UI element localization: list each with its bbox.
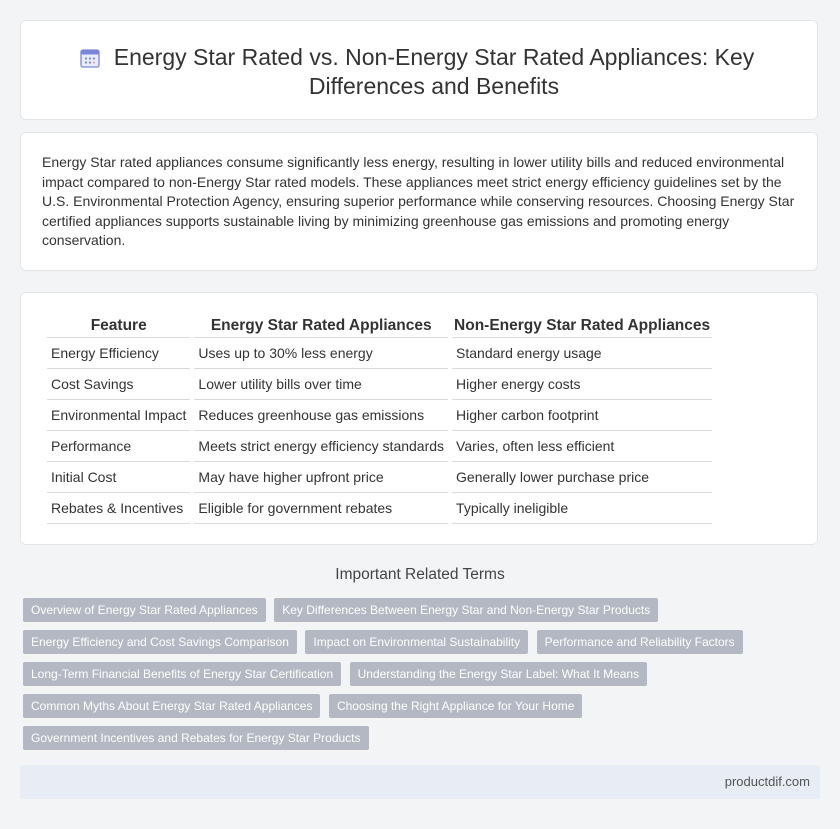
table-row [47,431,712,462]
table-cell: Initial Cost [47,462,190,493]
column-header: Energy Star Rated Appliances [194,315,448,338]
intro-paragraph: Energy Star rated appliances consume significantly less energy, resulting in lower utility bills and reduced environmental impact compared to non-Energy Star rated models. These appliances meet strict energy efficiency guidelines set by the U.S. Environmental Protection Agency, ensuring superior performance while conserving resources. Choosing Energy Star certified appliances supports sustainable living by minimizing greenhouse gas emissions and promoting energy conservation. [42,154,795,249]
table-header-row [47,315,712,338]
table-cell: Varies, often less efficient [452,431,712,462]
table-row [47,400,712,431]
table-cell: Higher energy costs [452,369,712,400]
table-cell: Performance [47,431,190,462]
table-cell: Higher carbon footprint [452,400,712,431]
comparison-card [20,292,818,545]
table-row [47,493,712,524]
related-term-tag[interactable]: Performance and Reliability Factors [537,630,743,654]
table-cell: Lower utility bills over time [194,369,448,400]
footer-site-name: productdif.com [724,774,810,789]
table-cell: Uses up to 30% less energy [194,338,448,369]
table-cell: Generally lower purchase price [452,462,712,493]
related-term-tag[interactable]: Long-Term Financial Benefits of Energy Star Certification [23,662,341,686]
intro-card [20,132,818,271]
footer [20,765,820,799]
table-row [47,338,712,369]
table-cell: Energy Efficiency [47,338,190,369]
related-term-tag[interactable]: Common Myths About Energy Star Rated Appliances [23,694,320,718]
related-terms-list [23,598,783,758]
table-cell: May have higher upfront price [194,462,448,493]
table-cell: Eligible for government rebates [194,493,448,524]
table-cell: Cost Savings [47,369,190,400]
related-term-tag[interactable]: Understanding the Energy Star Label: What It Means [350,662,648,686]
column-header: Non-Energy Star Rated Appliances [452,315,712,338]
table-cell: Reduces greenhouse gas emissions [194,400,448,431]
comparison-table [43,315,716,524]
table-row [47,369,712,400]
title-card [20,20,818,120]
column-header: Feature [47,315,190,338]
related-term-tag[interactable]: Energy Efficiency and Cost Savings Comparison [23,630,297,654]
related-term-tag[interactable]: Impact on Environmental Sustainability [305,630,528,654]
related-term-tag[interactable]: Choosing the Right Appliance for Your Home [329,694,583,718]
related-term-tag[interactable]: Key Differences Between Energy Star and Non-Energy Star Products [274,598,658,622]
table-cell: Rebates & Incentives [47,493,190,524]
table-row [47,462,712,493]
related-term-tag[interactable]: Overview of Energy Star Rated Appliances [23,598,266,622]
table-cell: Environmental Impact [47,400,190,431]
related-term-tag[interactable]: Government Incentives and Rebates for Energy Star Products [23,726,369,750]
page-title: Energy Star Rated vs. Non-Energy Star Rated Appliances: Key Differences and Benefits [113,44,755,99]
related-terms-heading: Important Related Terms [335,566,505,583]
table-cell: Standard energy usage [452,338,712,369]
table-cell: Meets strict energy efficiency standards [194,431,448,462]
table-cell: Typically ineligible [452,493,712,524]
